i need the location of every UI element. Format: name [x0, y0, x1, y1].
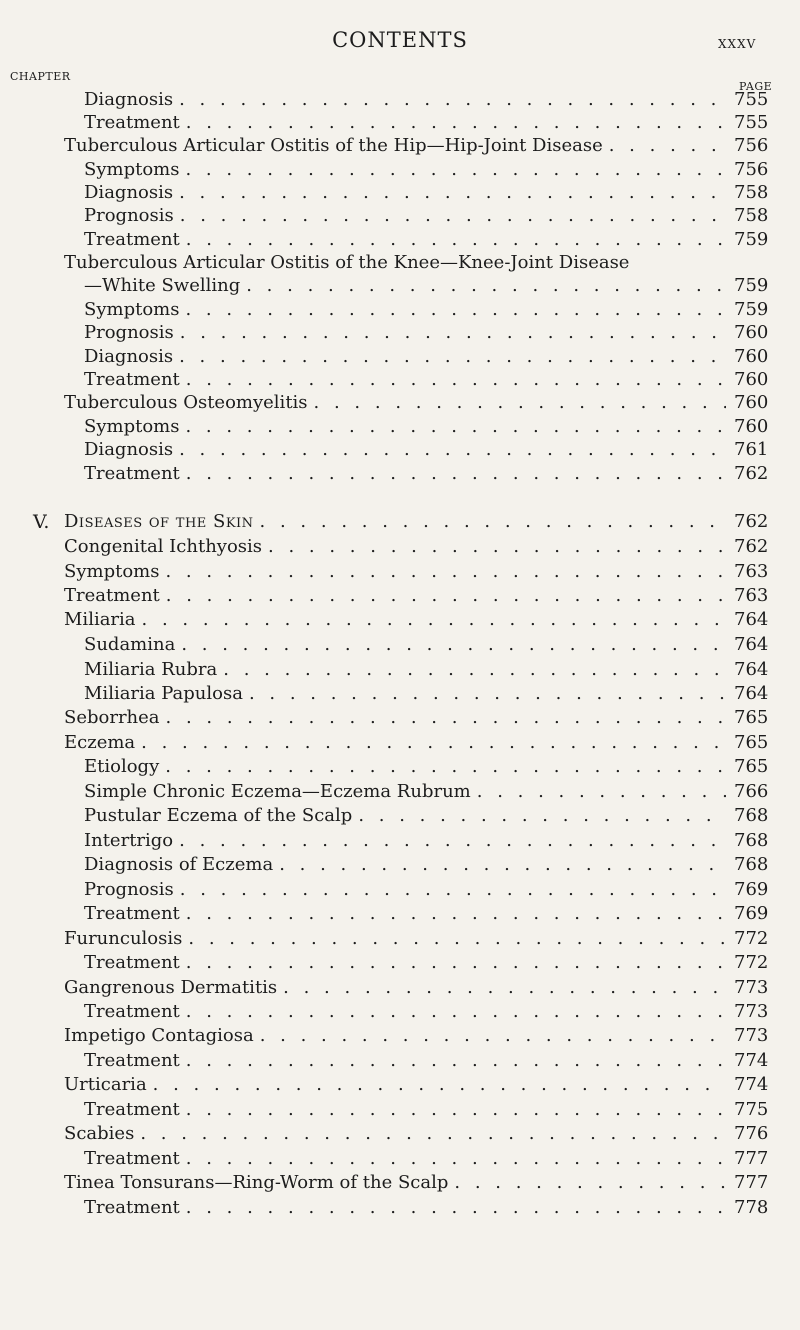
dot-leader [254, 1024, 726, 1048]
toc-page-number: 769 [734, 903, 769, 924]
toc-entry [0, 658, 800, 682]
toc-entry-line [84, 682, 726, 706]
toc-entry-line [84, 181, 726, 205]
toc-page-number: 761 [734, 439, 769, 460]
page-column-label: PAGE [739, 80, 773, 93]
toc-entry-line [84, 804, 726, 828]
chapter-number: V. [33, 511, 50, 533]
chapter-column-label: CHAPTER [10, 70, 71, 83]
toc-page-number: 756 [734, 159, 769, 180]
toc-entry-title: Treatment [84, 1099, 180, 1120]
toc-entry-line [84, 462, 726, 486]
dot-leader [173, 88, 726, 112]
dot-leader [448, 1171, 726, 1195]
toc-entry [0, 1098, 800, 1122]
toc-page-number: 776 [734, 1123, 769, 1144]
toc-entry-title: Symptoms [84, 416, 180, 437]
toc-entry-title: Intertrigo [84, 830, 174, 851]
toc-entry-title: Symptoms [64, 561, 160, 582]
dot-leader [159, 560, 726, 584]
dot-leader [273, 853, 726, 877]
toc-entry-line [84, 951, 726, 975]
toc-entry-line [64, 608, 726, 632]
toc-page-number: 763 [734, 561, 769, 582]
toc-entry-title: Treatment [84, 1197, 180, 1218]
dot-leader [180, 902, 726, 926]
toc-entry-title: Impetigo Contagiosa [64, 1025, 254, 1046]
toc-entry [0, 731, 800, 755]
toc-entry-title: Miliaria Rubra [84, 659, 218, 680]
dot-leader [262, 535, 726, 559]
toc-page-number: 773 [734, 1025, 769, 1046]
toc-entry-line [64, 391, 726, 415]
toc-entry [0, 204, 800, 228]
toc-entry-title: Tuberculous Articular Ostitis of the Hip—Hip-Joint Disease [64, 135, 603, 156]
dot-leader [160, 706, 726, 730]
dot-leader [173, 829, 726, 853]
toc-entry-line [84, 780, 726, 804]
dot-leader [173, 181, 726, 205]
toc-entry-title: Etiology [84, 756, 160, 777]
toc-page-number: 763 [734, 585, 769, 606]
toc-entry-title: Tuberculous Articular Ostitis of the Knee—Knee-Joint Disease [64, 252, 630, 273]
toc-entry-line [64, 560, 726, 584]
toc-entry-title: Treatment [84, 1050, 180, 1071]
toc-entry-title: Simple Chronic Eczema—Eczema Rubrum [84, 781, 471, 802]
toc-entry-title: Prognosis [84, 205, 174, 226]
toc-entry-line [64, 1122, 726, 1146]
toc-page-number: 774 [734, 1050, 769, 1071]
toc-entry-title: Symptoms [84, 299, 180, 320]
toc-entry [0, 321, 800, 345]
dot-leader [180, 368, 726, 392]
toc-entry-title: Tuberculous Osteomyelitis [64, 392, 308, 413]
toc-page-number: 756 [734, 135, 769, 156]
toc-entry [0, 134, 800, 158]
toc-entry [0, 1024, 800, 1048]
toc-entry-title: Urticaria [64, 1074, 147, 1095]
toc-entry [0, 1073, 800, 1097]
toc-entry-title: Symptoms [84, 159, 180, 180]
dot-leader [308, 391, 726, 415]
toc-entry-line [84, 228, 726, 252]
toc-page-number: 766 [734, 781, 769, 802]
toc-entry-line [64, 731, 726, 755]
toc-entry [0, 927, 800, 951]
toc-entry [0, 829, 800, 853]
toc-entry-line [84, 1147, 726, 1171]
dot-leader [180, 951, 726, 975]
toc-page-number: 764 [734, 659, 769, 680]
toc-entry-line [84, 1000, 726, 1024]
toc-entry [0, 368, 800, 392]
toc-entry-line [84, 274, 726, 298]
toc-page-number: 777 [734, 1172, 769, 1193]
toc-page-number: 777 [734, 1148, 769, 1169]
toc-entry-title: Congenital Ichthyosis [64, 536, 263, 557]
toc-entry-line [64, 706, 726, 730]
toc-entry-title: Diagnosis of Eczema [84, 854, 274, 875]
dot-leader [174, 878, 726, 902]
toc-entry-title: Miliaria [64, 609, 136, 630]
toc-entry-title: Seborrhea [64, 707, 160, 728]
toc-entry-title: Treatment [84, 369, 180, 390]
toc-page-number: 765 [734, 756, 769, 777]
toc-page-number: 762 [734, 536, 769, 557]
toc-page-number: 772 [734, 928, 769, 949]
toc-entry [0, 780, 800, 804]
toc-entry-line [64, 976, 726, 1000]
toc-page-number: 759 [734, 229, 769, 250]
toc-entry-title: Diagnosis [84, 89, 174, 110]
toc-entry [0, 1049, 800, 1073]
toc-page-number: 774 [734, 1074, 769, 1095]
toc-entry [0, 706, 800, 730]
toc-entry-line [84, 368, 726, 392]
toc-entry [0, 462, 800, 486]
dot-leader [180, 462, 726, 486]
dot-leader [243, 682, 726, 706]
toc-page-number: 769 [734, 879, 769, 900]
toc-entry [0, 345, 800, 369]
toc-entry-title: Diagnosis [84, 346, 174, 367]
dot-leader [175, 633, 726, 657]
toc-entry [0, 535, 800, 559]
toc-entry-title: Treatment [84, 952, 180, 973]
dot-leader [147, 1073, 726, 1097]
toc-page-number: 768 [734, 854, 769, 875]
toc-entry [0, 633, 800, 657]
dot-leader [180, 1098, 726, 1122]
toc-entry-line [84, 298, 726, 322]
toc-page-number: 764 [734, 683, 769, 704]
toc-page-number: 760 [734, 322, 769, 343]
toc-page-number: 764 [734, 609, 769, 630]
toc-entry-line [64, 1024, 726, 1048]
toc-page-number: 772 [734, 952, 769, 973]
toc-entry [0, 438, 800, 462]
dot-leader [352, 804, 726, 828]
toc-entry-title: Diagnosis [84, 182, 174, 203]
toc-entry-title: Tinea Tonsurans—Ring-Worm of the Scalp [64, 1172, 449, 1193]
dot-leader [217, 658, 726, 682]
dot-leader [180, 111, 726, 135]
toc-entry-title: Treatment [84, 1001, 180, 1022]
toc-entry [0, 608, 800, 632]
dot-leader [254, 510, 726, 534]
toc-entry-line [64, 535, 726, 559]
dot-leader [180, 228, 726, 252]
toc-entry [0, 1196, 800, 1220]
toc-entry-title: Prognosis [84, 879, 174, 900]
toc-entry-line [84, 878, 726, 902]
toc-entry-line [64, 134, 726, 158]
toc-entry [0, 853, 800, 877]
toc-entry-line [84, 658, 726, 682]
toc-entry-title: Scabies [64, 1123, 135, 1144]
toc-entry-line [64, 1073, 726, 1097]
toc-entry-title: Diseases of the Skin [64, 511, 254, 532]
toc-entry [0, 181, 800, 205]
toc-entry-line [84, 321, 726, 345]
toc-page-number: 762 [734, 463, 769, 484]
toc-entry-title: Diagnosis [84, 439, 174, 460]
dot-leader [174, 204, 726, 228]
toc-page-number: 760 [734, 369, 769, 390]
toc-page-number: 760 [734, 346, 769, 367]
toc-entry-line [84, 111, 726, 135]
dot-leader [182, 927, 726, 951]
dot-leader [179, 298, 726, 322]
toc-entry-line [84, 1098, 726, 1122]
page-title: CONTENTS [332, 28, 468, 52]
roman-page-number: XXXV [718, 37, 757, 51]
toc-page-number: 775 [734, 1099, 769, 1120]
toc-entry [0, 158, 800, 182]
toc-entry-line [64, 510, 726, 534]
toc-entry [0, 391, 800, 415]
toc-entry-line [84, 1049, 726, 1073]
toc-page-number: 765 [734, 707, 769, 728]
toc-page-number: 759 [734, 275, 769, 296]
dot-leader [160, 584, 726, 608]
toc-entry [0, 682, 800, 706]
toc-entry-title: Treatment [84, 229, 180, 250]
dot-leader [174, 321, 726, 345]
toc-page-number: 758 [734, 205, 769, 226]
toc-entry-title: Treatment [84, 903, 180, 924]
dot-leader [135, 731, 726, 755]
toc-entry [0, 902, 800, 926]
dot-leader [173, 345, 726, 369]
toc-page-number: 768 [734, 830, 769, 851]
dot-leader [603, 134, 726, 158]
toc-entry-line [84, 438, 726, 462]
toc-entry [0, 804, 800, 828]
toc-entry-line [84, 88, 726, 112]
toc-entry-line [84, 829, 726, 853]
toc-entry [0, 560, 800, 584]
dot-leader [134, 1122, 726, 1146]
toc-entry [0, 510, 800, 534]
toc-entry [0, 878, 800, 902]
toc-page-number: 760 [734, 416, 769, 437]
toc-entry-line [84, 853, 726, 877]
toc-page-number: 762 [734, 511, 769, 532]
toc-entry [0, 251, 800, 275]
toc-page-number: 768 [734, 805, 769, 826]
dot-leader [180, 1196, 726, 1220]
toc-entry [0, 1122, 800, 1146]
dot-leader [136, 608, 726, 632]
toc-entry-title: Gangrenous Dermatitis [64, 977, 278, 998]
toc-entry-title: Furunculosis [64, 928, 183, 949]
toc-page-number: 760 [734, 392, 769, 413]
dot-leader [240, 274, 726, 298]
toc-entry-title: —White Swelling [84, 275, 241, 296]
dot-leader [180, 1000, 726, 1024]
toc-entry-line [64, 1171, 726, 1195]
toc-page-number: 758 [734, 182, 769, 203]
toc-entry-line [64, 584, 726, 608]
toc-entry-line [84, 158, 726, 182]
toc-entry [0, 415, 800, 439]
toc-entry [0, 1147, 800, 1171]
toc-entry-title: Eczema [64, 732, 136, 753]
toc-page-number: 764 [734, 634, 769, 655]
toc-page-number: 773 [734, 1001, 769, 1022]
toc-entry [0, 111, 800, 135]
toc-page-number: 773 [734, 977, 769, 998]
toc-entry-title: Pustular Eczema of the Scalp [84, 805, 353, 826]
dot-leader [180, 1147, 726, 1171]
toc-entry-title: Prognosis [84, 322, 174, 343]
toc-entry [0, 584, 800, 608]
toc-entry-line [84, 204, 726, 228]
toc-page-number: 759 [734, 299, 769, 320]
toc-entry-line [84, 1196, 726, 1220]
toc-entry-line [84, 755, 726, 779]
toc-entry-line [84, 345, 726, 369]
dot-leader [179, 415, 726, 439]
toc-entry-line [64, 927, 726, 951]
toc-entry-line [84, 902, 726, 926]
toc-entry-line [64, 251, 726, 275]
toc-page-number: 778 [734, 1197, 769, 1218]
dot-leader [159, 755, 726, 779]
toc-entry-line [84, 415, 726, 439]
toc-entry [0, 976, 800, 1000]
toc-entry [0, 1000, 800, 1024]
toc-entry-title: Treatment [64, 585, 160, 606]
toc-entry-title: Treatment [84, 463, 180, 484]
toc-entry-title: Treatment [84, 112, 180, 133]
toc-entry [0, 298, 800, 322]
toc-entry [0, 274, 800, 298]
toc-entry [0, 1171, 800, 1195]
toc-page-number: 765 [734, 732, 769, 753]
toc-entry [0, 228, 800, 252]
toc-entry-title: Sudamina [84, 634, 176, 655]
toc-entry-title: Miliaria Papulosa [84, 683, 243, 704]
dot-leader [179, 158, 726, 182]
toc-entry [0, 951, 800, 975]
toc-page-number: 755 [734, 112, 769, 133]
toc-entry [0, 755, 800, 779]
toc-page-number: 755 [734, 89, 769, 110]
toc-entry [0, 88, 800, 112]
dot-leader [180, 1049, 726, 1073]
toc-entry-line [84, 633, 726, 657]
dot-leader [173, 438, 726, 462]
toc-entry-title: Treatment [84, 1148, 180, 1169]
dot-leader [471, 780, 726, 804]
dot-leader [277, 976, 726, 1000]
